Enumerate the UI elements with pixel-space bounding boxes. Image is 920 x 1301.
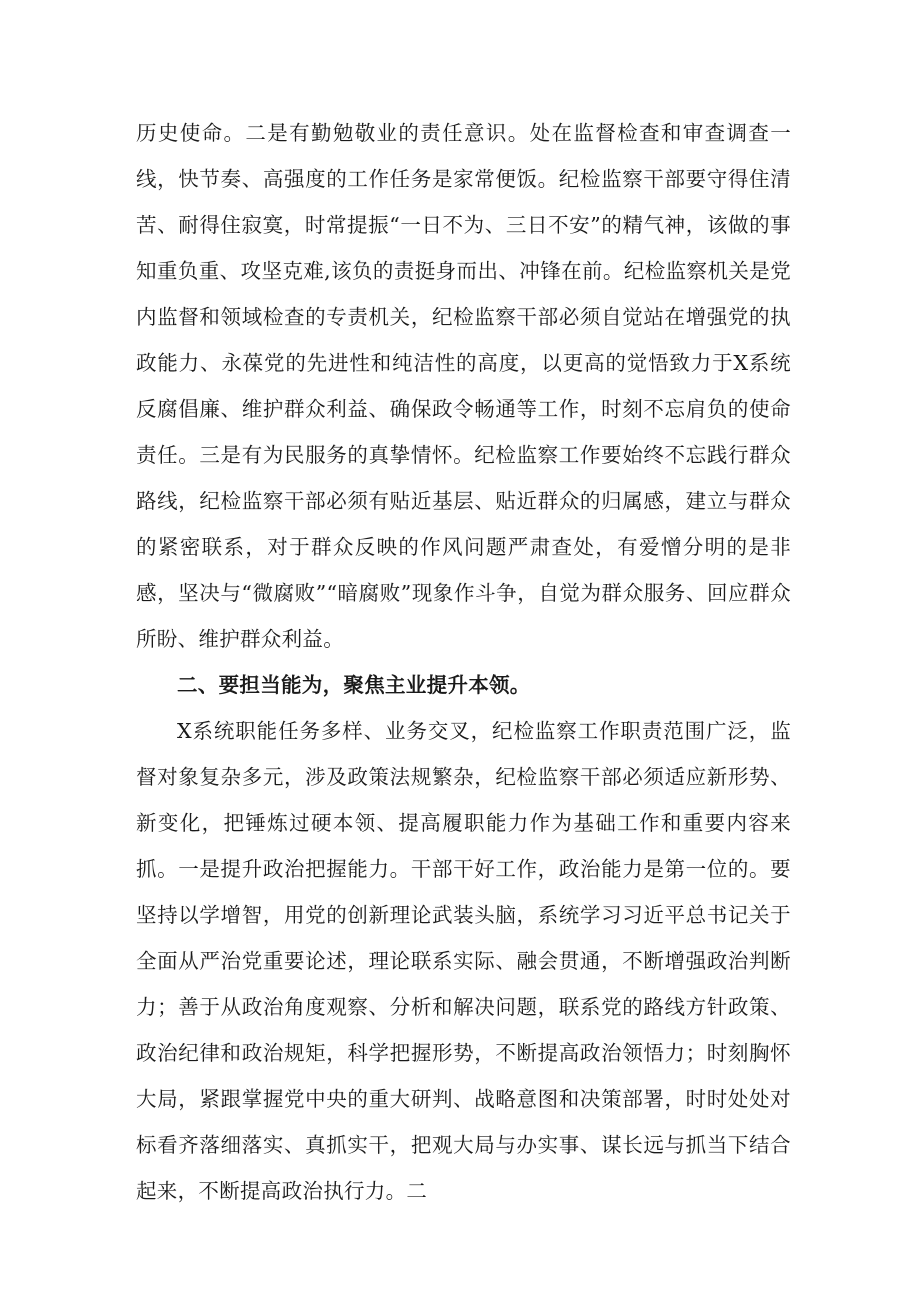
paragraph-capability: X系统职能任务多样、业务交叉，纪检监察工作职责范围广泛，监督对象复杂多元，涉及政策法规繁杂，纪检监察干部必须适应新形势、新变化，把锤炼过硬本领、提高履职能力作为基础工作和重要内容来抓。一是提升政治把握能力。干部干好工作，政治能力是第一位的。要坚持以学增智，用党的创新理论武装头脑，系统学习习近平总书记关于全面从严治党重要论述，理论联系实际、融会贯通，不断增强政治判断力；善于从政治角度观察、分析和解决问题，联系党的路线方针政策、政治纪律和政治规矩，科学把握形势，不断提高政治领悟力；时刻胸怀大局，紧跟掌握党中央的重大研判、战略意图和决策部署，时时处处对标看齐落细落实、真抓实干，把观大局与办实事、谋长远与抓当下结合起来，不断提高政治执行力。二: [136, 719, 791, 1203]
paragraph-mission: 历史使命。二是有勤勉敬业的责任意识。处在监督检查和审查调查一线，快节奏、高强度的工作任务是家常便饭。纪检监察干部要守得住清苦、耐得住寂寞，时常提振“一日不为、三日不安”的精气神，该做的事知重负重、攻坚克难,该负的责挺身而出、冲锋在前。纪检监察机关是党内监督和领域检查的专责机关，纪检监察干部必须自觉站在增强党的执政能力、永葆党的先进性和纯洁性的高度，以更高的觉悟致力于X系统反腐倡廉、维护群众利益、确保政令畅通等工作，时刻不忘肩负的使命责任。三是有为民服务的真挚情怀。纪检监察工作要始终不忘践行群众路线，纪检监察干部必须有贴近基层、贴近群众的归属感，建立与群众的紧密联系，对于群众反映的作风问题严肃查处，有爱憎分明的是非感，坚决与“微腐败”“暗腐败”现象作斗争，自觉为群众服务、回应群众所盼、维护群众利益。: [136, 121, 791, 651]
document-body: [136, 110, 791, 1214]
section-heading: 二、要担当能为，聚焦主业提升本领。: [177, 673, 531, 697]
